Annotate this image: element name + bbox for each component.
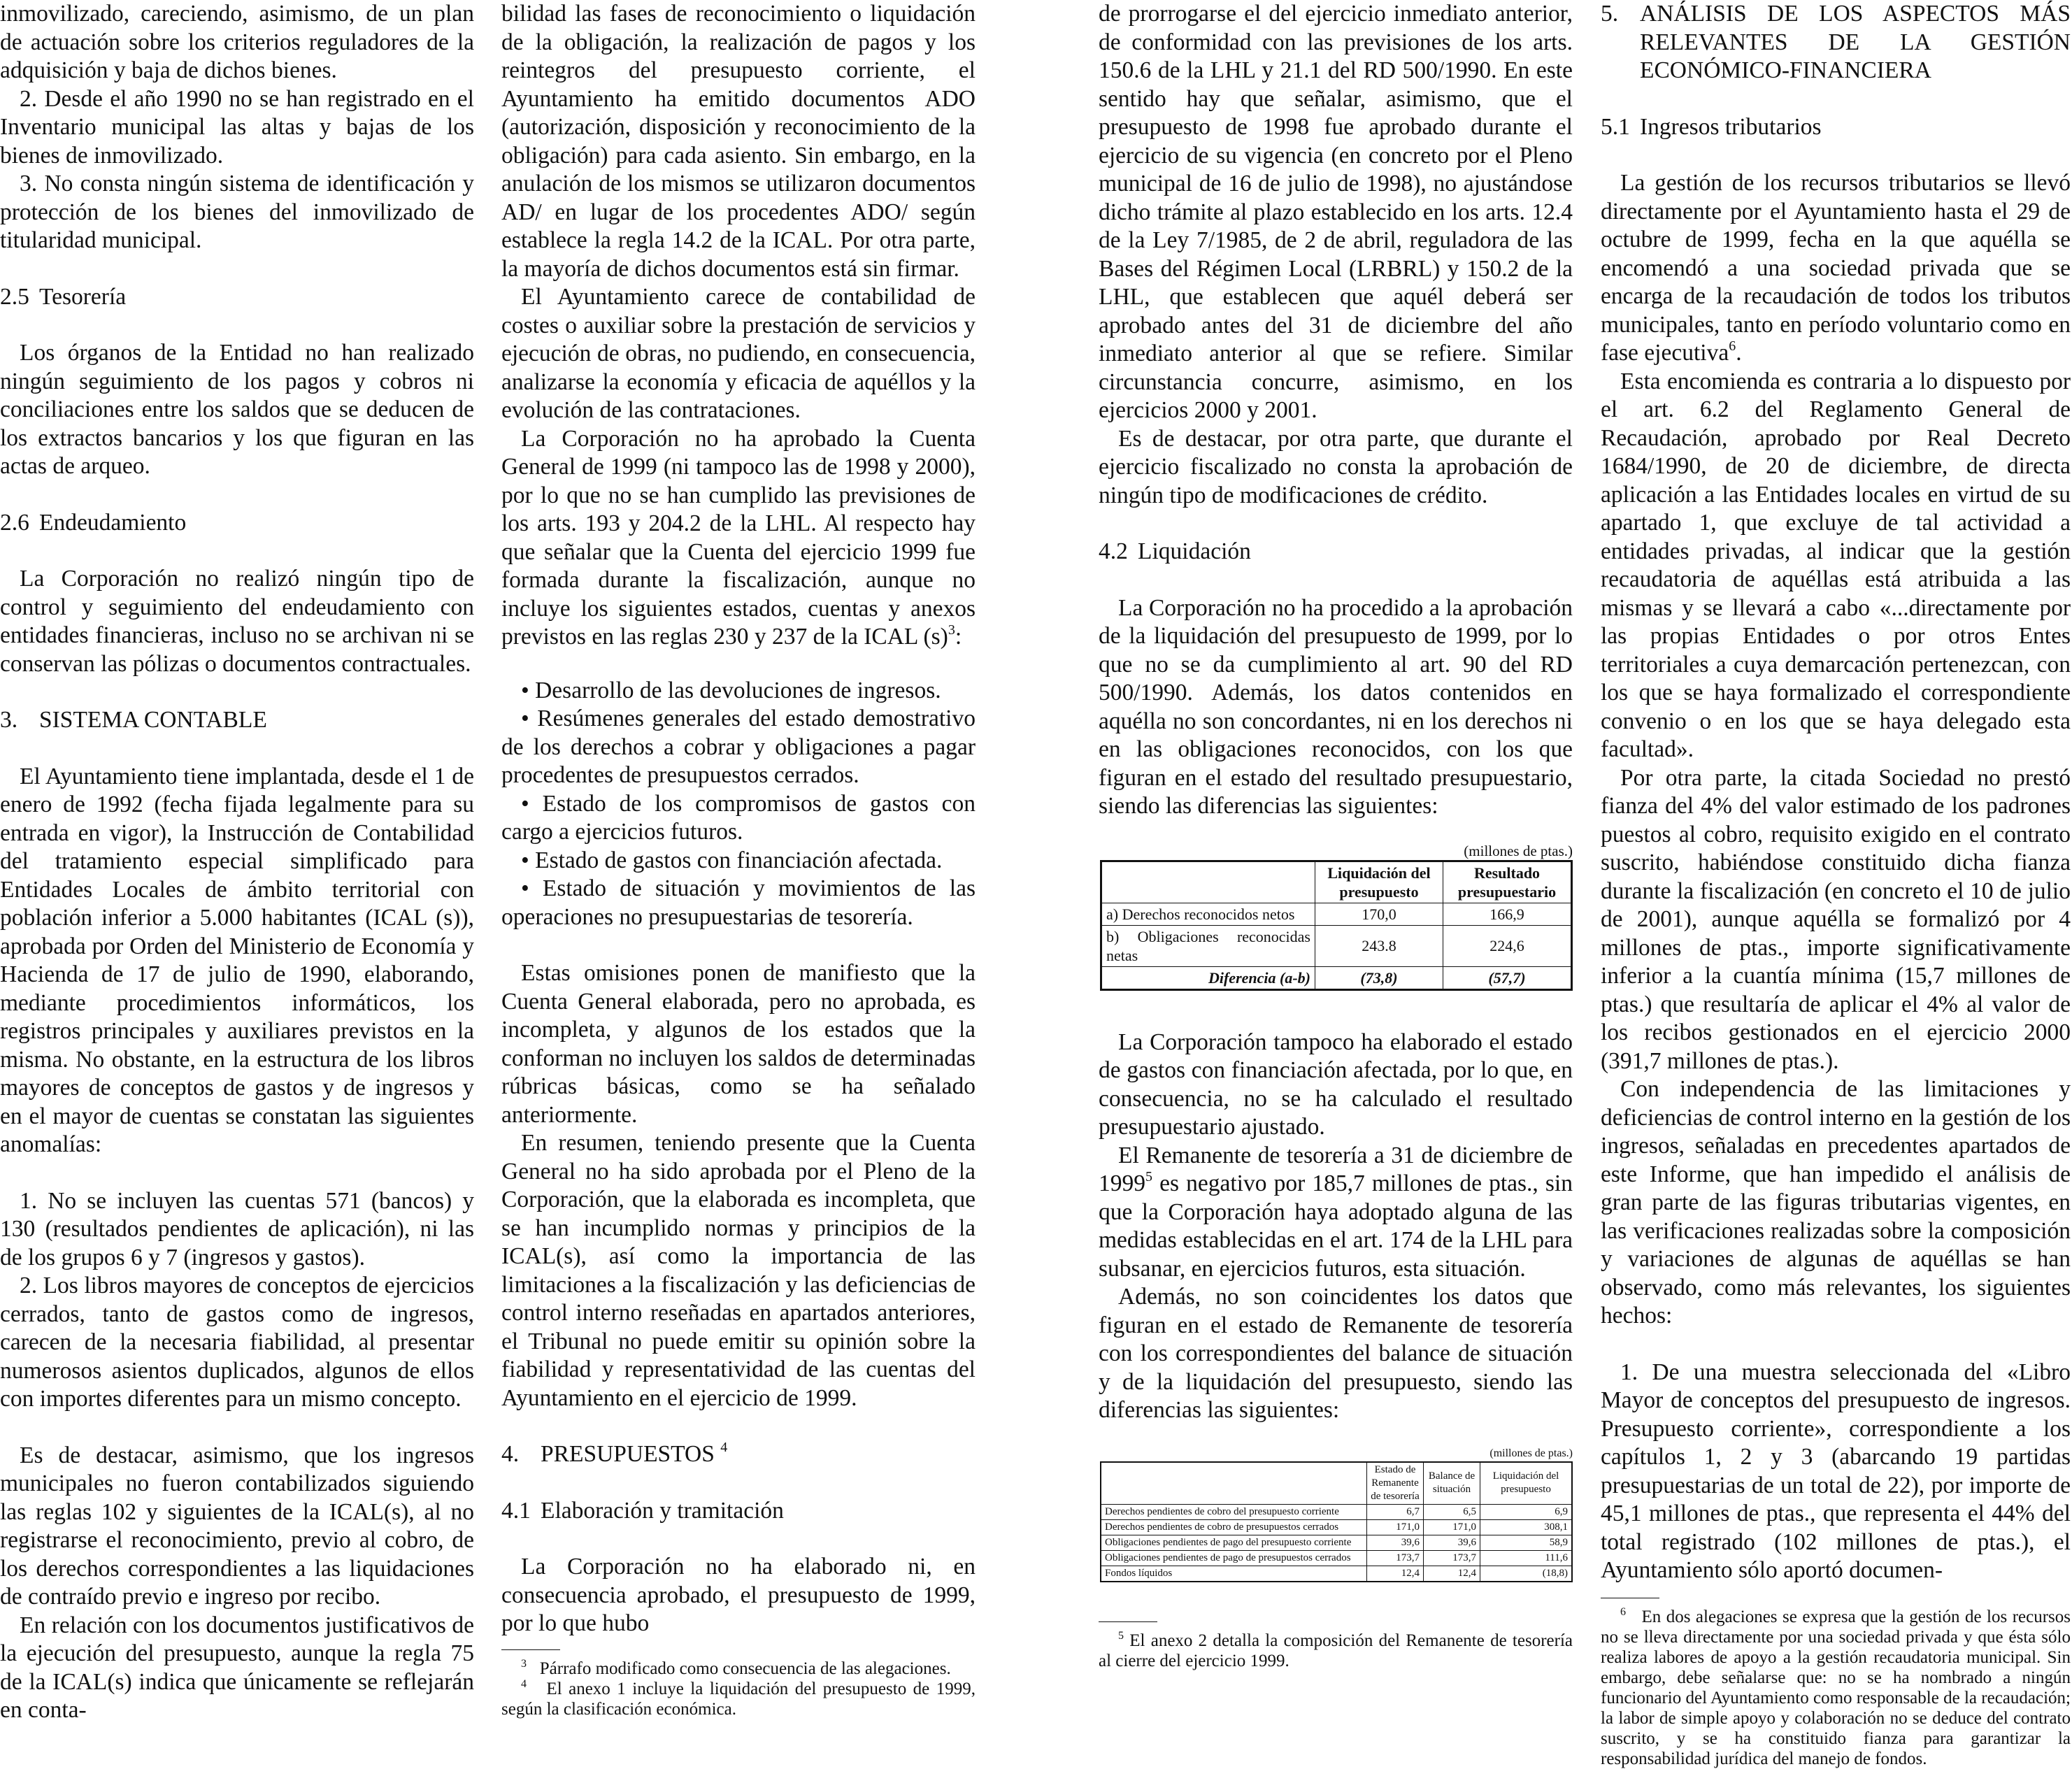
table-header <box>1101 1462 1367 1505</box>
table-cell: 12,4 <box>1367 1566 1424 1582</box>
footnote-rule <box>1099 1621 1157 1622</box>
table-cell: a) Derechos reconocidos netos <box>1101 903 1315 925</box>
footnote-ref[interactable]: 6 <box>1729 338 1736 354</box>
bullet-item: • Estado de los compromisos de gastos con cargo a ejercicios futuros. <box>501 790 976 845</box>
bullet-item: • Desarrollo de las devoluciones de ingresos. <box>521 677 941 703</box>
table-row <box>1101 903 1572 925</box>
table-unit: (millones de ptas.) <box>1489 1447 1573 1459</box>
paragraph: Es de destacar, asimismo, que los ingresos municipales no fueron contabilizados siguiendo las reglas 102 y siguientes de la ICAL(s), al no registrarse el reconocimiento, previo al cobro, de los derechos correspondientes a las liquidaciones de contraído previo e ingreso por recibo. <box>0 1442 474 1610</box>
table-cell: 243.8 <box>1315 925 1443 966</box>
footnote-6: $^6$ En dos alegaciones se expresa que la gestión de los recursos no se lleva directamente por una sociedad privada y que ésta sólo realiza labores de apoyo a la gestión recaudatoria municipal. Sin embargo, debe señalarse que: no se ha nombrado a ningún funcionario del Ayuntamiento como responsable de la recaudación; la labor de simple apoyo y colaboración no se deduce del contrato suscrito, y se ha constituido fianza para garantizar la responsabilidad jurídica del manejo de fondos. <box>1601 1605 2071 1768</box>
list-item: 1. De una muestra seleccionada del «Libro Mayor de conceptos del presupuesto de ingresos. Presupuesto corriente», correspondiente a los capítulos 1, 2 y 3 (abarcando 19 partidas presupuestarias de un total de 22), por importe de 45,1 millones de ptas., que representa el 44% del total registrado (102 millones de ptas.), el Ayuntamiento sólo aportó documen- <box>1601 1359 2071 1583</box>
column-3 <box>1099 0 1573 1671</box>
table-row <box>1101 1535 1572 1550</box>
list-item: 2. Los libros mayores de conceptos de ejercicios cerrados, tanto de gastos como de ingresos, carecen de la necesaria fiabilidad, al presentar numerosos asientos duplicados, algunos de ellos con importes diferentes para un mismo concepto. <box>0 1273 474 1412</box>
table-cell: (73,8) <box>1315 966 1443 989</box>
paragraph: El Ayuntamiento tiene implantada, desde el 1 de enero de 1992 (fecha fijada legalmente para su entrada en vigor), la Instrucción de Contabilidad del tratamiento especial simplificado para Entidades Locales de ámbito territorial con población inferior a 5.000 habitantes (ICAL (s)), aprobada por Orden del Ministerio de Economía y Hacienda de 17 de julio de 1990, elaborando, mediante procedimientos informáticos, los registros principales y auxiliares previstos en la misma. No obstante, en la estructura de los libros mayores de conceptos de gastos y de ingresos y en el mayor de cuentas se constatan las siguientes anomalías: <box>0 763 474 1157</box>
table-cell: 224,6 <box>1443 925 1572 966</box>
table-cell: (18,8) <box>1480 1566 1573 1582</box>
paragraph: Los órganos de la Entidad no han realizado ningún seguimiento de los pagos y cobros ni conciliaciones entre los saldos que se deducen de los extractos bancarios y los que figuran en las actas de arqueo. <box>0 340 474 479</box>
table-cell: Derechos pendientes de cobro del presupuesto corriente <box>1101 1504 1367 1519</box>
paragraph: Es de destacar, por otra parte, que durante el ejercicio fiscalizado no consta la aprobación de ningún tipo de modificaciones de crédito. <box>1099 425 1573 508</box>
paragraph: La Corporación no ha aprobado la Cuenta General de 1999 (ni tampoco las de 1998 y 2000), por lo que no se han cumplido las previsiones de los arts. 193 y 204.2 de la LHL. Al respecto hay que señalar que la Cuenta del ejercicio 1999 fue formada durante la fiscalización, aunque no incluye los siguientes estados, cuentas y anexos previstos en las reglas 230 y 237 de la ICAL $(s)^3$: <box>501 425 976 650</box>
paragraph: En relación con los documentos justificativos de la ejecución del presupuesto, aunque la regla 75 de la ICAL(s) indica que únicamente se reflejarán en conta- <box>0 1612 474 1723</box>
paragraph: La Corporación no realizó ningún tipo de control y seguimiento del endeudamiento con entidades financieras, incluso no se archivan ni se conservan las pólizas o documentos contractuales. <box>0 566 474 677</box>
paragraph: Además, no son coincidentes los datos que figuran en el estado de Remanente de tesorería con los correspondientes del balance de situación y de la liquidación del presupuesto, siendo las diferencias las siguientes: <box>1099 1284 1573 1423</box>
table-header: Estado de Remanente de tesorería <box>1367 1462 1424 1505</box>
table-cell: 173,7 <box>1424 1550 1480 1566</box>
table-cell: 171,0 <box>1424 1519 1480 1535</box>
table-row <box>1101 1566 1572 1582</box>
table-header <box>1101 861 1315 903</box>
bullet-item: • Estado de gastos con financiación afectada. <box>521 847 943 873</box>
list-item: 2. Desde el año 1990 no se han registrado en el Inventario municipal las altas y bajas de los bienes de inmovilizado. <box>0 85 474 169</box>
paragraph: El Remanente de tesorería a 31 de diciembre de 1999$^5$ es negativo por 185,7 millones de ptas., sin que la Corporación haya adoptado alguna de las medidas establecidas en el art. 174 de la LHL para subsanar, en ejercicios futuros, esta situación. <box>1099 1142 1573 1282</box>
paragraph: La Corporación no ha procedido a la aprobación de la liquidación del presupuesto de 1999, por lo que no se da cumplimiento al art. 90 del RD 500/1990. Además, los datos contenidos en aquélla no son concordantes, ni en los derechos ni en las obligaciones reconocidos, con los que figuran en el estado del resultado presupuestario, siendo las diferencias las siguientes: <box>1099 594 1573 819</box>
bullet-item: • Estado de situación y movimientos de las operaciones no presupuestarias de tesorería. <box>501 875 976 930</box>
table-row <box>1101 925 1572 966</box>
footnote-ref[interactable]: 3 <box>948 622 955 638</box>
paragraph: inmovilizado, careciendo, asimismo, de un plan de actuación sobre los criterios reguladores de la adquisición y baja de dichos bienes. <box>0 1 474 83</box>
footnote-ref[interactable]: 5 <box>1145 1169 1152 1184</box>
table-cell: 166,9 <box>1443 903 1572 925</box>
paragraph: de prorrogarse el del ejercicio inmediato anterior, de conformidad con las previsiones de los arts. 150.6 de la LHL y 21.1 del RD 500/1990. En este sentido hay que señalar, asimismo, que el presupuesto de 1998 fue aprobado durante el ejercicio de su vigencia (en concreto por el Pleno municipal de 16 de julio de 1998), no ajustándose dicho trámite al plazo establecido en los arts. 12.4 de la Ley 7/1985, de 2 de abril, reguladora de las Bases del Régimen Local (LRBRL) y 150.2 de la LHL, que establecen que aquél deberá ser aprobado antes del 31 de diciembre del año inmediato anterior al que se refiere. Similar circunstancia concurre, asimismo, en los ejercicios 2000 y 2001. <box>1099 1 1573 423</box>
table-header: Liquidación del presupuesto <box>1315 861 1443 903</box>
table-total-row <box>1101 966 1572 989</box>
section-heading-4-2: 4.2 Liquidación <box>1099 538 1251 564</box>
table-cell: 6,9 <box>1480 1504 1573 1519</box>
table-cell: 6,5 <box>1424 1504 1480 1519</box>
table-unit: (millones de ptas.) <box>1464 842 1573 859</box>
paragraph: La Corporación tampoco ha elaborado el estado de gastos con financiación afectada, por lo que, en consecuencia, no se ha calculado el resultado presupuestario ajustado. <box>1099 1029 1573 1140</box>
section-heading-2-6: 2.6 Endeudamiento <box>0 509 187 536</box>
footnote-5: $^5$ El anexo 2 detalla la composición del Remanente de tesorería al cierre del ejercicio 1999. <box>1099 1629 1573 1670</box>
table-cell: (57,7) <box>1443 966 1572 989</box>
table-cell: 6,7 <box>1367 1504 1424 1519</box>
list-item: 1. No se incluyen las cuentas 571 (bancos) y 130 (resultados pendientes de aplicación), ni las de los grupos 6 y 7 (ingresos y gastos). <box>0 1187 474 1270</box>
section-heading-3: 3. SISTEMA CONTABLE <box>0 707 267 733</box>
footnote-4: $^4$ El anexo 1 incluye la liquidación del presupuesto de 1999, según la clasificación económica. <box>501 1677 976 1719</box>
section-heading-4: 4. PRESUPUESTOS $^4$ <box>501 1440 728 1467</box>
table-row <box>1101 1550 1572 1566</box>
table-header-row <box>1101 861 1572 903</box>
table-cell: 58,9 <box>1480 1535 1573 1550</box>
paragraph: El Ayuntamiento carece de contabilidad de costes o auxiliar sobre la prestación de servicios y ejecución de obras, no pudiendo, en consecuencia, analizarse la economía y eficacia de aquéllos y la evolución de las contrataciones. <box>501 284 976 423</box>
paragraph: En resumen, teniendo presente que la Cuenta General no ha sido aprobada por el Pleno de la Corporación, que la elaborada es incompleta, que se han incumplido normas y principios de la ICAL(s), así como la importancia de las limitaciones a la fiscalización y las deficiencias de control interno reseñadas en apartados anteriores, el Tribunal no puede emitir su opinión sobre la fiabilidad y representatividad de las cuentas del Ayuntamiento en el ejercicio de 1999. <box>501 1130 976 1411</box>
column-4 <box>1601 0 2071 1769</box>
paragraph: Por otra parte, la citada Sociedad no prestó fianza del 4% del valor estimado de los padrones puestos al cobro, requisito exigido en el contrato suscrito, habiéndose constituido dicha fianza durante la fiscalización (en concreto el 10 de julio de 2001), aunque aquélla se formalizó por 4 millones de ptas., importe significativamente inferior a la cuantía mínima (15,7 millones de ptas.) que resultaría de aplicar el 4% al valor de los recibos gestionados en el ejercicio 2000 (391,7 millones de ptas.). <box>1601 764 2071 1074</box>
table-cell: 170,0 <box>1315 903 1443 925</box>
footnote-3: $^3$ Párrafo modificado como consecuencia de las alegaciones. <box>521 1657 951 1678</box>
footnote-ref[interactable]: 4 <box>720 1440 728 1455</box>
paragraph: Estas omisiones ponen de manifiesto que la Cuenta General elaborada, pero no aprobada, es incompleta, y algunos de los estados que la conforman no incluyen los saldos de determinadas rúbricas básicas, como se ha señalado anteriormente. <box>501 960 976 1128</box>
table-row <box>1101 1519 1572 1535</box>
table-header: Liquidación del presupuesto <box>1480 1462 1573 1505</box>
table-cell: Diferencia (a-b) <box>1101 966 1315 989</box>
table-cell: 308,1 <box>1480 1519 1573 1535</box>
paragraph: La gestión de los recursos tributarios se llevó directamente por el Ayuntamiento hasta el 29 de octubre de 1999, fecha en la que aquélla se encomendó a una sociedad privada que se encarga de la recaudación de todos los tributos municipales, tanto en período voluntario como en fase ejecutiva$^6$. <box>1601 170 2071 366</box>
section-heading-2-5: 2.5 Tesorería <box>0 283 127 310</box>
bullet-item: • Resúmenes generales del estado demostrativo de los derechos a cobrar y obligaciones a pagar procedentes de presupuestos cerrados. <box>501 706 976 788</box>
table-cell: 39,6 <box>1367 1535 1424 1550</box>
column-1 <box>0 0 474 1725</box>
treasury-remainder-table <box>1100 1461 1573 1582</box>
table-cell: 111,6 <box>1480 1550 1573 1566</box>
table-header: Balance de situación <box>1424 1462 1480 1505</box>
table-cell: Fondos líquidos <box>1101 1566 1367 1582</box>
table-cell: Obligaciones pendientes de pago del presupuesto corriente <box>1101 1535 1367 1550</box>
section-heading-4-1: 4.1 Elaboración y tramitación <box>501 1497 784 1524</box>
table-cell: 171,0 <box>1367 1519 1424 1535</box>
table-header-row <box>1101 1462 1572 1505</box>
table-cell: b) Obligaciones reconocidas netas <box>1101 925 1315 966</box>
liquidation-table <box>1100 860 1573 991</box>
section-heading-5-1: 5.1 Ingresos tributarios <box>1601 113 1822 140</box>
paragraph: Esta encomienda es contraria a lo dispuesto por el art. 6.2 del Reglamento General de Recaudación, aprobado por Real Decreto 1684/1990, de 20 de diciembre, de directa aplicación a las Entidades locales en virtud de su apartado 1, que excluye de tal actividad a entidades privadas, al indicar que la gestión recaudatoria de aquéllas está atribuida a las mismas y se llevará a cabo «...directamente por las propias Entidades o por otros Entes territoriales a cuya demarcación pertenezcan, con los que se haya formalizado el correspondiente convenio o en los que se haya delegado esta facultad». <box>1601 368 2071 762</box>
column-2 <box>501 0 976 1719</box>
table-row <box>1101 1504 1572 1519</box>
footnote-rule <box>501 1649 560 1650</box>
table-cell: Obligaciones pendientes de pago de presupuestos cerrados <box>1101 1550 1367 1566</box>
section-heading-5: 5. ANÁLISIS DE LOS ASPECTOS MÁS RELEVANTES DE LA GESTIÓN ECONÓMICO-FINANCIERA <box>1601 1 2071 83</box>
paragraph: bilidad las fases de reconocimiento o liquidación de la obligación, la realización de pagos y los reintegros del presupuesto corriente, el Ayuntamiento ha emitido documentos ADO (autorización, disposición y reconocimiento de la obligación) para cada asiento. Sin embargo, en la anulación de los mismos se utilizaron documentos AD/ en lugar de los procedentes ADO/ según establece la regla 14.2 de la ICAL. Por otra parte, la mayoría de dichos documentos está sin firmar. <box>501 1 976 282</box>
list-item: 3. No consta ningún sistema de identificación y protección de los bienes del inmovilizado de titularidad municipal. <box>0 171 474 253</box>
table-cell: 39,6 <box>1424 1535 1480 1550</box>
table-cell: Derechos pendientes de cobro de presupuestos cerrados <box>1101 1519 1367 1535</box>
paragraph: La Corporación no ha elaborado ni, en consecuencia aprobado, el presupuesto de 1999, por lo que hubo <box>501 1554 976 1636</box>
paragraph: Con independencia de las limitaciones y deficiencias de control interno en la gestión de los ingresos, señaladas en precedentes apartados de este Informe, que han impedido el análisis de gran parte de las figuras tributarias vigentes, en las verificaciones realizadas sobre la composición y variaciones de algunas de aquéllas se han observado, como más relevantes, los siguientes hechos: <box>1601 1076 2071 1328</box>
table-header: Resultado presupuestario <box>1443 861 1572 903</box>
table-cell: 12,4 <box>1424 1566 1480 1582</box>
table-cell: 173,7 <box>1367 1550 1424 1566</box>
